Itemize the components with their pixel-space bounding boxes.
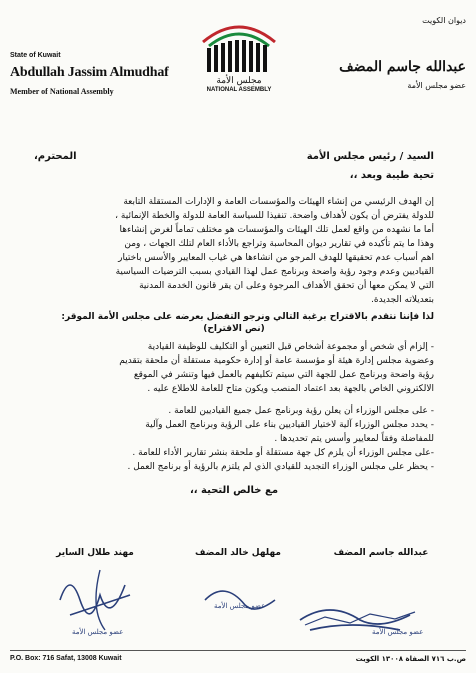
para-line: رؤية واضحة وبرنامج عمل للجهة التي سيتم تكليفهم بالعمل فيها وتنشر في الموقع [133, 370, 434, 380]
stamp-left: عضو مجلس الأمة [72, 628, 124, 636]
footer-address-ar: ص.ب ٧١٦ الصفاة ١٣٠٠٨ الكويت [355, 655, 466, 663]
closing-line: مع خالص التحية ،، [189, 485, 279, 496]
para-line: وعضوية مجلس إدارة هيئة أو مؤسسة عامة أو إدارة حكومية مستقلة أن ملحقة بتقديم [119, 356, 434, 366]
sender-title-en: Member of National Assembly [10, 87, 114, 96]
para-line: القياديين وعدم وجود رؤية واضحة وبرنامج عمل لهذا القيادي بسبب الترضيات السياسية [115, 267, 434, 277]
bullet-item-cont: للمفاضلة وفقاً لمعايير وأسس يتم تحديدها . [274, 434, 434, 444]
proposal-bullets [34, 404, 434, 474]
intro-paragraph [34, 195, 434, 307]
signatory-3-name: مهند طلال الساير [56, 548, 134, 558]
para-line: للدولة يفترض أن يكون لأهداف واضحة. تنفيذا للسياسة العامة للدولة والخطة الإنمائية ، [115, 211, 434, 221]
stamp-right: عضو مجلس الأمة [372, 628, 424, 636]
bullet-item: - يحظر على مجلس الوزراء التجديد للقيادي الذي لم يلتزم بالرؤية أو برنامج العمل . [127, 462, 434, 472]
signature-names [30, 548, 446, 558]
stamp-middle: عضو مجلس الأمة [214, 602, 266, 610]
para-line: وهذا ما يتم تأكيده في تقارير ديوان المحاسبة وتراجع بالأداء العام لتلك الجهات ، ومن [124, 239, 434, 249]
sender-name-en: Abdullah Jassim Almudhaf [10, 65, 169, 80]
sender-title-ar: عضو مجلس الأمة [407, 81, 466, 90]
para-line: اهم أسباب عدم تحقيقها للهدف المرجو من انشاءها هي غياب المعايير والأسس باختيار [118, 253, 434, 263]
letter-body [34, 150, 434, 498]
bullet-item: -على مجلس الوزراء أن يلزم كل جهة مستقلة أو ملحقة بنشر تقارير الأداء للعامة . [132, 448, 434, 458]
bullet-item: - يحدد مجلس الوزراء آلية لاختيار القياديين بناء على الرؤية وبرنامج العمل وآلية [145, 420, 434, 430]
proposal-heading: لذا فإننا نتقدم بالاقتراح برغبة التالي ونرجو التفضل بعرضه على مجلس الأمة الموقر: [61, 312, 434, 322]
header-right [306, 16, 466, 90]
para-line: - إلزام أي شخص أو مجموعة أشخاص قبل التعيين أو التكليف للوظيفة القيادية [147, 342, 434, 352]
para-line: أما ما نشهده من واقع لعمل تلك الهيئات والمؤسسات هو مختلف تماماً لغرض إنشاءها [119, 225, 434, 235]
diwan-label: ديوان الكويت [422, 16, 466, 25]
signatory-1-name: عبدالله جاسم المضف [333, 548, 429, 558]
para-line: الالكتروني الخاص بالجهة بعد اعتماد المنصب ويكون متاح للعامة للاطلاع عليه . [147, 384, 434, 394]
logo-text-ar: مجلس الأمة [216, 76, 262, 86]
para-line: بتعديلاته الجديدة. [371, 295, 434, 305]
state-label: State of Kuwait [10, 52, 61, 59]
signatory-2-name: مهلهل خالد المضف [195, 548, 281, 558]
para-line: التي لا يمكن معها أن تحقق الأهداف المرجوة وعلى ان يقر قانون الخدمة المدنية [139, 281, 434, 291]
bullet-item: - على مجلس الوزراء أن يعلن رؤية وبرنامج عمل جميع القياديين للعامة . [168, 406, 434, 416]
footer [10, 650, 466, 663]
salutation-row [34, 150, 434, 164]
para-line: إن الهدف الرئيسي من إنشاء الهيئات والمؤسسات العامة و الإدارات المستقلة التابعة [123, 197, 434, 207]
sender-name-ar: عبدالله جاسم المضف [339, 59, 466, 75]
proposal-paragraph [34, 340, 434, 396]
national-assembly-logo [196, 12, 282, 110]
proposal-text-label: (نص الاقتراح) [203, 324, 265, 334]
header-left [10, 52, 180, 96]
assembly-emblem-icon [199, 12, 279, 74]
respected-label: المحترم، [34, 151, 77, 162]
logo-text-en: NATIONAL ASSEMBLY [206, 87, 272, 93]
addressee: السيد / رئيس مجلس الأمة [306, 151, 434, 162]
greeting: تحية طيبة وبعد ،، [349, 170, 434, 181]
footer-address-en: P.O. Box: 716 Safat, 13008 Kuwait [10, 655, 122, 662]
